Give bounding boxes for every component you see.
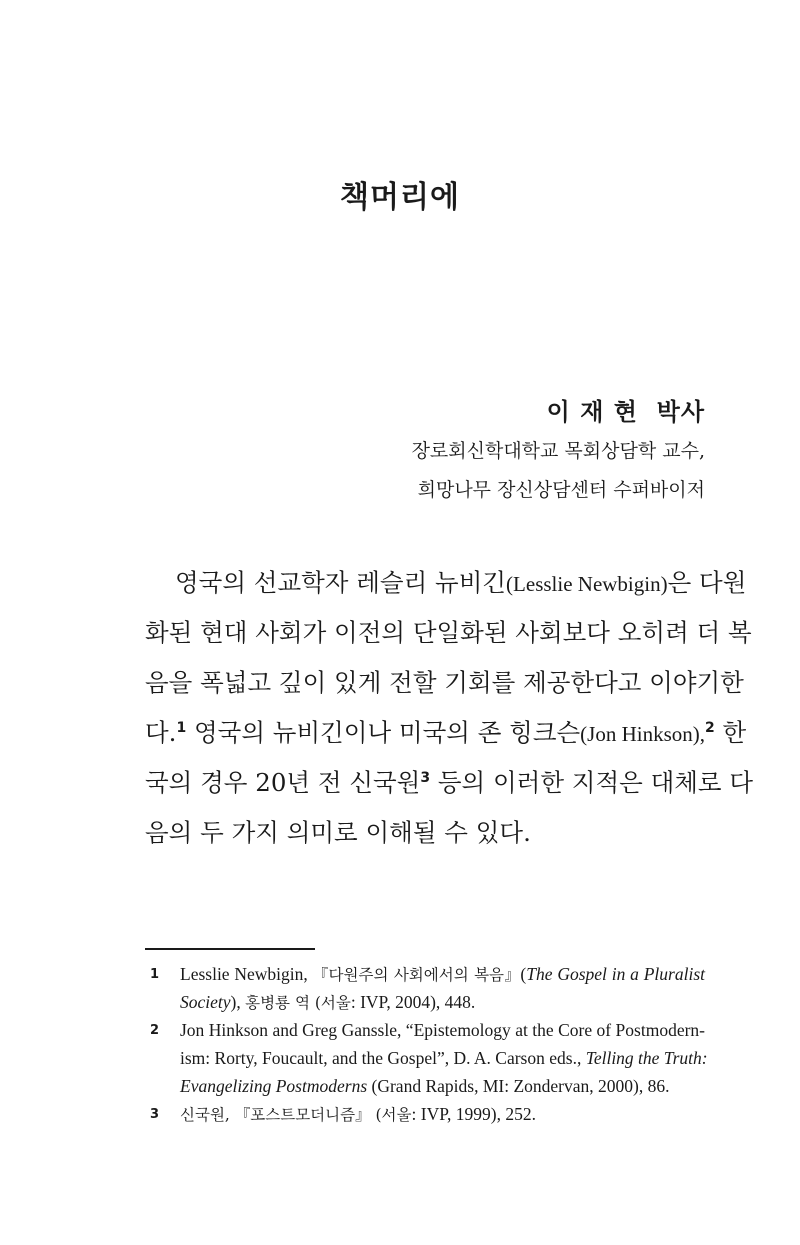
author-name: 이 재 현 박사 xyxy=(546,398,705,426)
footnote-text: ism: Rorty, Foucault, and the Gospel”, D. A. Carson eds., xyxy=(180,1048,586,1068)
body-text: 음을 폭넓고 깊이 있게 전할 기회를 제공한다고 이야기한 xyxy=(145,668,744,697)
footnote-text: ( xyxy=(520,964,527,984)
footnote-book-title: Evangelizing Postmoderns xyxy=(180,1076,368,1096)
footnote-text: Jon Hinkson and Greg Ganssle, “Epistemology at the Core of Postmodern- xyxy=(180,1020,705,1040)
body-text: 화된 현대 사회가 이전의 단일화된 사회보다 오히려 더 복 xyxy=(145,618,752,647)
body-text: 은 다원 xyxy=(667,568,747,597)
footnote-text: : IVP, 1999), 252. xyxy=(411,1104,536,1124)
body-line xyxy=(175,568,747,597)
footnote-line xyxy=(180,964,705,985)
footnote-text-korean: 『다원주의 사회에서의 복음』 xyxy=(312,966,521,984)
footnote-number: 2 xyxy=(150,1023,160,1038)
body-line xyxy=(145,768,754,797)
footnote-text: (Grand Rapids, MI: Zondervan, 2000), 86. xyxy=(367,1076,670,1096)
author-affiliation-2: 희망나무 장신상담센터 수퍼바이저 xyxy=(417,479,705,501)
footnote-marker: 3 xyxy=(420,770,431,786)
body-text: 영국의 뉴비긴이나 미국의 존 힝크슨 xyxy=(186,718,581,747)
author-affiliation-1: 장로회신학대학교 목회상담학 교수, xyxy=(411,440,705,462)
body-line xyxy=(145,668,744,697)
body-text: 영국의 선교학자 레슬리 뉴비긴 xyxy=(175,568,507,597)
body-text: 한 xyxy=(714,718,747,747)
body-text-latin: (Jon Hinkson), xyxy=(580,722,706,746)
footnote-book-title: Society xyxy=(180,992,231,1012)
body-line xyxy=(145,618,752,647)
footnote-separator xyxy=(145,948,315,950)
body-text: 음의 두 가지 의미로 이해될 수 있다. xyxy=(145,818,531,847)
footnote-number: 3 xyxy=(150,1107,160,1122)
footnote-text: Lesslie Newbigin, xyxy=(180,964,313,984)
footnote-text: ), xyxy=(230,992,246,1012)
body-text-latin: (Lesslie Newbigin) xyxy=(506,572,668,596)
body-text: 등의 이러한 지적은 대체로 다 xyxy=(430,768,754,797)
footnote-marker: 1 xyxy=(176,720,187,736)
footnote-book-title: The Gospel in a Pluralist xyxy=(526,964,705,984)
footnote-text-korean: 신국원, 『포스트모더니즘』 (서울 xyxy=(180,1106,412,1124)
footnote-marker: 2 xyxy=(705,720,715,736)
footnote-line xyxy=(180,1076,705,1097)
footnote-line xyxy=(180,1104,705,1125)
body-text: 국의 경우 20년 전 신국원 xyxy=(145,768,421,797)
body-text: 다. xyxy=(145,718,177,747)
footnote-line xyxy=(180,1048,708,1069)
chapter-title: 책머리에 xyxy=(340,180,460,215)
footnote-text: : IVP, 2004), 448. xyxy=(350,992,476,1012)
body-line xyxy=(145,818,705,847)
footnote-book-title: Telling the Truth: xyxy=(585,1048,708,1068)
footnote-number: 1 xyxy=(150,967,160,982)
footnote-text-korean: 홍병룡 역 (서울 xyxy=(245,994,351,1012)
body-line xyxy=(145,718,747,747)
footnote-line xyxy=(180,1020,705,1041)
footnote-line xyxy=(180,992,705,1013)
